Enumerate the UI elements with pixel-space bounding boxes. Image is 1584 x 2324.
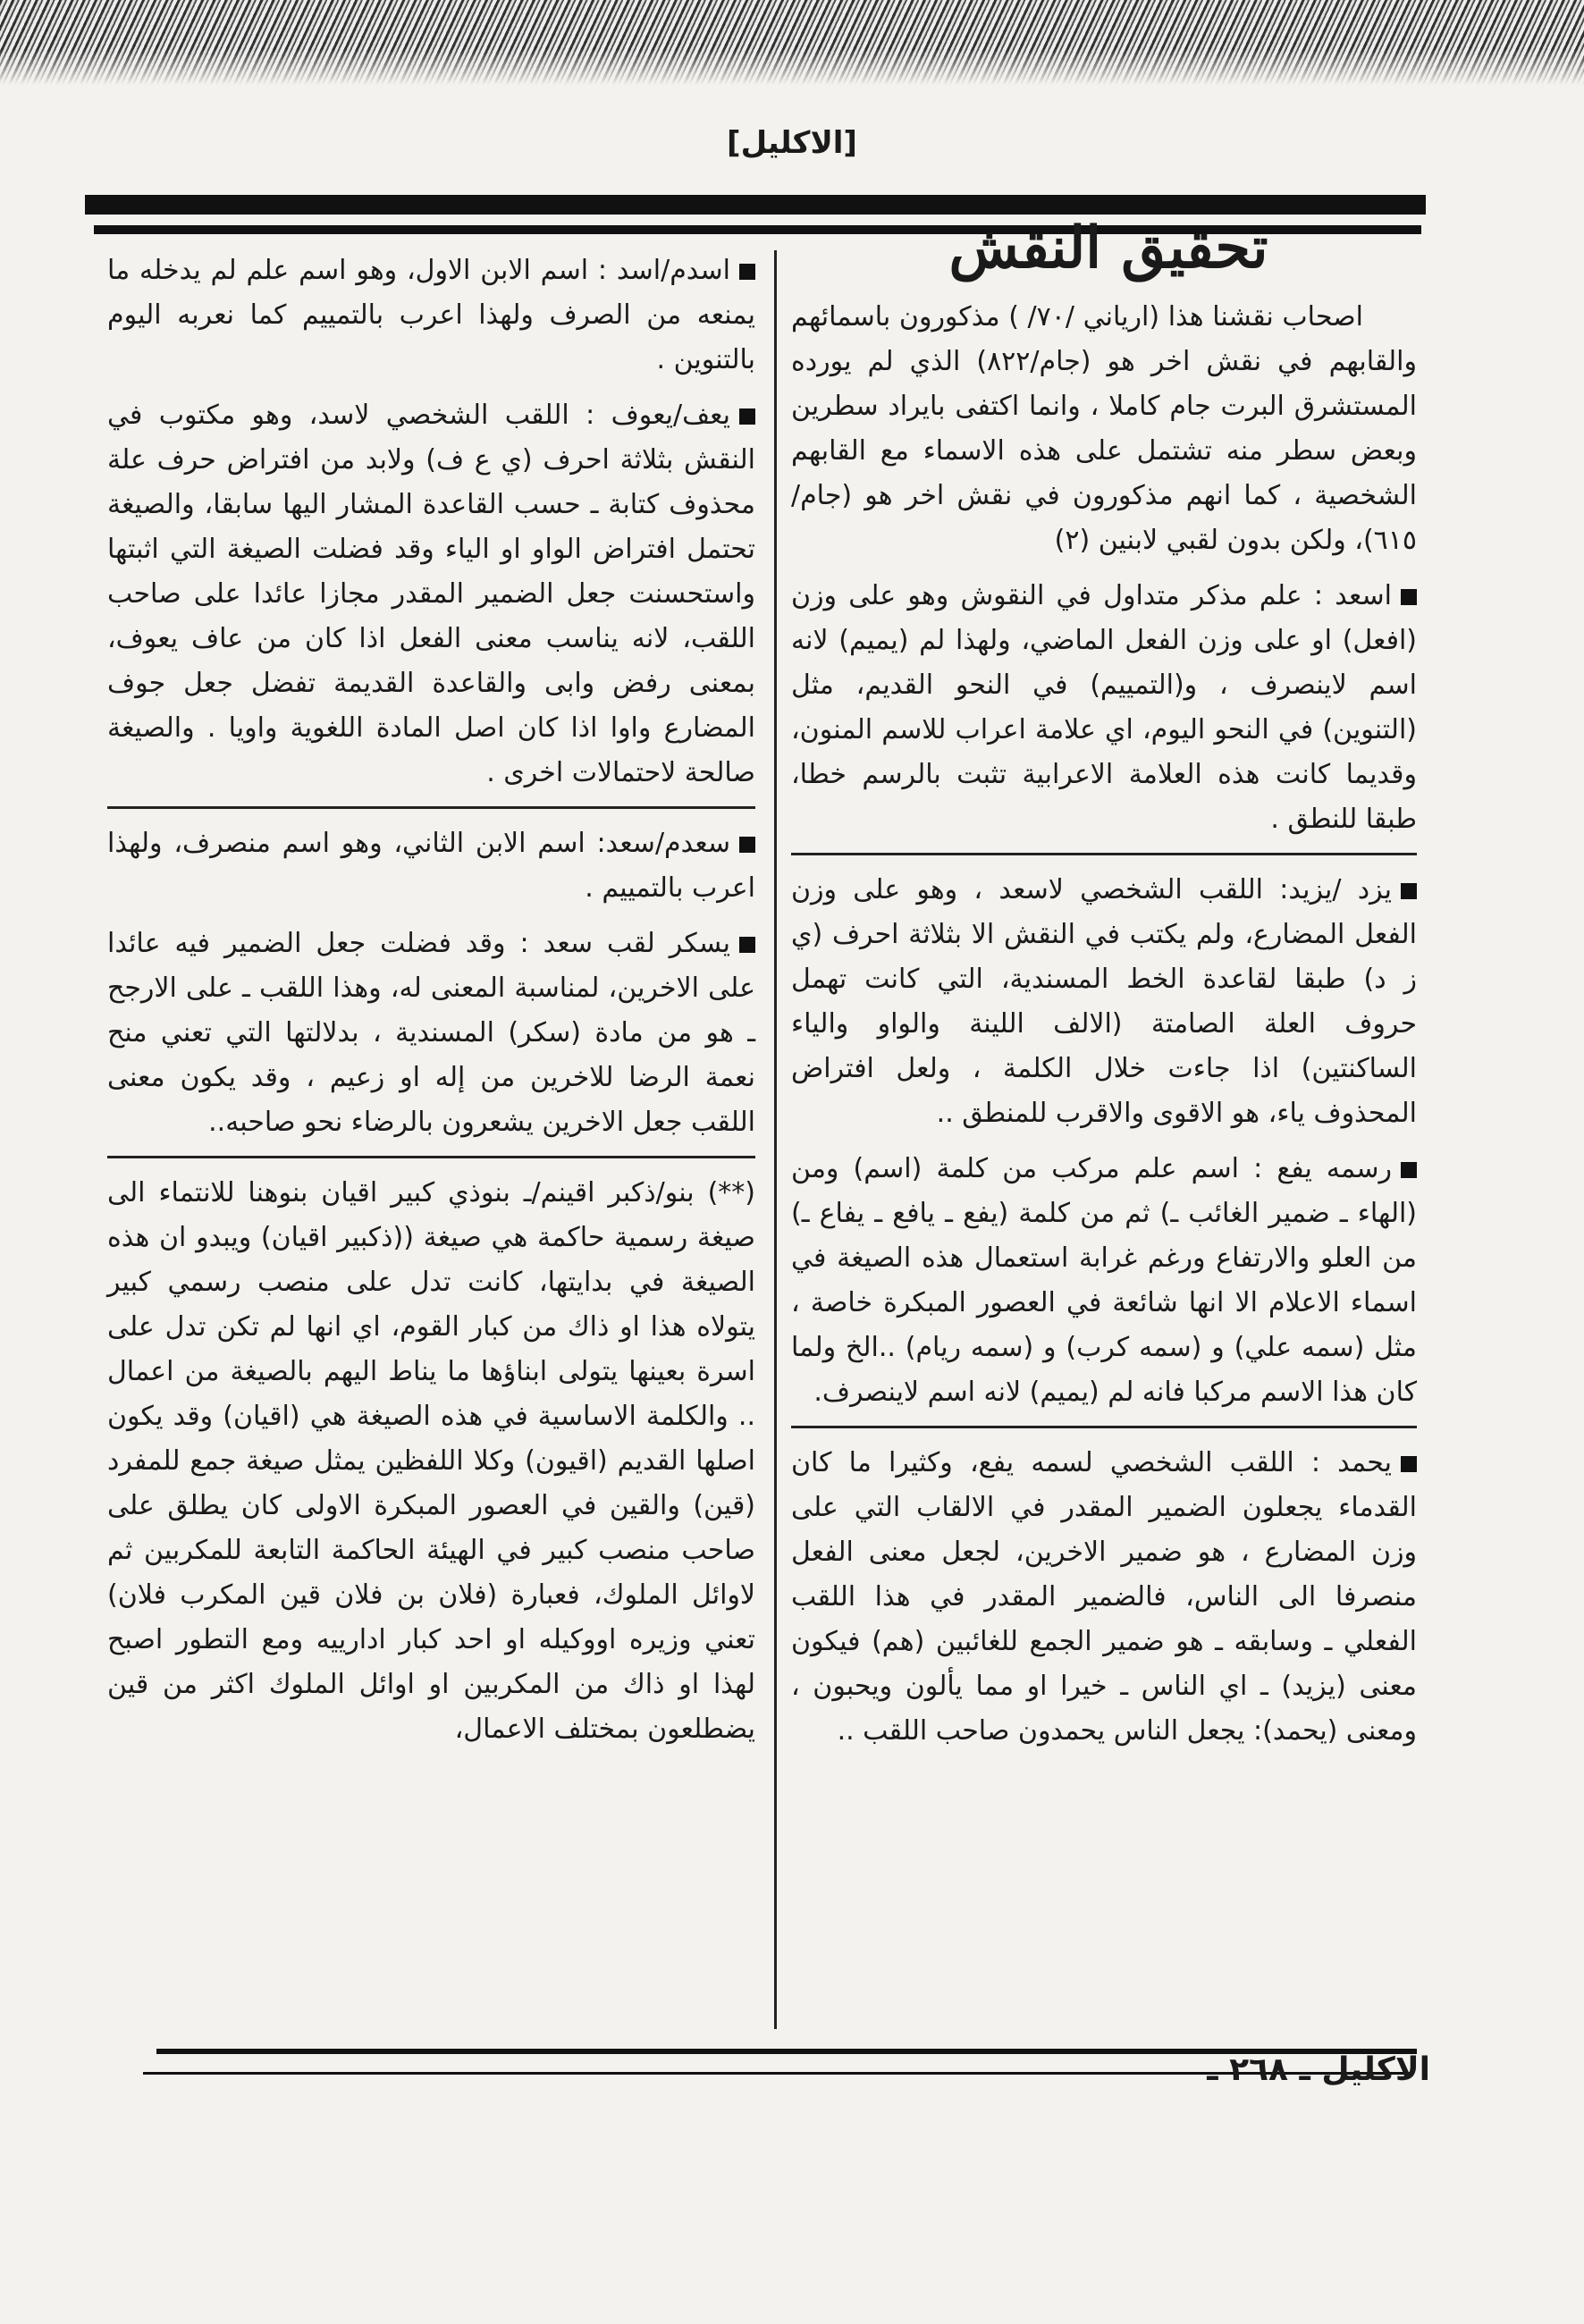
article-title: تحقيق النقش (948, 215, 1268, 282)
paragraph-divider (791, 853, 1417, 855)
paragraph-text: اسعد : علم مذكر متداول في النقوش وهو على وزن (افعل) او على وزن الفعل الماضي، ولهذا لم (يميم) لانه اسم لاينصرف ، و(التمييم) في النحو القديم، مثل (التنوين) في النحو اليوم، اي علامة اعراب للاسم المنون، وقديما كانت هذه العلامة الاعرابية تثبت بالرسم خطا، طبقا للنطق . (791, 580, 1417, 835)
left-column (107, 248, 755, 1763)
page-number: الاكليل ـ ٢٦٨ ـ (1207, 2051, 1430, 2088)
bullet-icon (1401, 589, 1417, 605)
paragraph-divider (791, 1426, 1417, 1428)
paragraph-saad (107, 821, 755, 911)
header-rule-thick (85, 195, 1426, 215)
paragraph-yaskur (107, 922, 755, 1145)
paragraph-text: يعف/يعوف : اللقب الشخصي لاسد، وهو مكتوب في النقش بثلاثة احرف (ي ع ف) ولابد من افتراض حرف علة محذوف كتابة ـ حسب القاعدة المشار اليها سابقا، والصيغة تحتمل افتراض الواو او الياء وقد فضلت الصيغة التي اثبتها واستحسنت جعل الضمير المقدر مجازا عائدا على صاحب اللقب، لانه يناسب معنى الفعل اذا كان من عاف يعوف، بمعنى رفض وابى والقاعدة القديمة تفضل جعل جوف المضارع واوا اذا كان اصل المادة اللغوية واويا . والصيغة صالحة لاحتمالات اخرى . (107, 400, 755, 788)
paragraph-text: اسدم/اسد : اسم الابن الاول، وهو اسم علم لم يدخله ما يمنعه من الصرف ولهذا اعرب بالتمييم كما نعربه اليوم بالتنوين . (107, 255, 755, 375)
paragraph-yazid (791, 868, 1417, 1136)
paragraph-text: رسمه يفع : اسم علم مركب من كلمة (اسم) ومن (الهاء ـ ضمير الغائب ـ) ثم من كلمة (يفع ـ يافع ـ يفاع ـ) من العلو والارتفاع ورغم غرابة استعمال هذه الصيغة في اسماء الاعلام الا انها شائعة في العصور المبكرة خاصة ، مثل (سمه علي) و (سمه كرب) و (سمه ريام) ..الخ ولما كان هذا الاسم مركبا فانه لم (يميم) لانه اسم لاينصرف. (791, 1153, 1417, 1408)
bullet-icon (739, 264, 755, 280)
bullet-icon (1401, 1456, 1417, 1472)
bullet-icon (739, 408, 755, 425)
paragraph-asad (791, 574, 1417, 842)
bullet-icon (739, 837, 755, 853)
column-divider (774, 250, 777, 2029)
paragraph-text: يسكر لقب سعد : وقد فضلت جعل الضمير فيه عائدا على الاخرين، لمناسبة المعنى له، وهذا اللقب ـ على الارجح ـ هو من مادة (سكر) المسندية ، بدلالتها التي تعني منح نعمة الرضا للاخرين من إله او زعيم ، وقد يكون معنى اللقب جعل الاخرين يشعرون بالرضاء نحو صاحبه.. (107, 928, 755, 1138)
paragraph-yahmad (791, 1441, 1417, 1754)
scan-edge-texture (0, 0, 1584, 85)
paragraph-intro: اصحاب نقشنا هذا (ارياني /٧٠/ ) مذكورون باسمائهم والقابهم في نقش اخر هو (جام/٨٢٢) الذي لم يورده المستشرق البرت جام كاملا ، وانما اكتفى بايراد سطرين وبعض سطر منه تشتمل على هذه الاسماء مع القابهم الشخصية ، كما انهم مذكورون في نقش اخر هو (جام/٦١٥)، ولكن بدون لقبي لابنين (٢) (791, 301, 1417, 556)
paragraph-footnote-aqyan: (**) بنو/ذكبر اقينم/ـ بنوذي كبير اقيان بنوهنا للانتماء الى صيغة رسمية حاكمة هي صيغة ((ذكبير اقيان) ويبدو ان هذه الصيغة في بدايتها، كانت تدل على منصب رسمي كبير يتولاه هذا او ذاك من كبار القوم، اي انها لم تكن تدل على اسرة بعينها يتولى ابناؤها ما يناط اليهم بالصيغة من اعمال .. والكلمة الاساسية في هذه الصيغة هي (اقيان) وقد يكون اصلها القديم (اقيون) وكلا اللفظين يمثل صيغة جمع للمفرد (قين) والقين في العصور المبكرة الاولى كان يطلق على صاحب منصب كبير في الهيئة الحاكمة التابعة للمكربين ثم لاوائل الملوك، فعبارة (فلان بن فلان قين المكرب فلان) تعني وزيره اووكيله او احد كبار ادارييه ومع التطور اصبح لهذا او ذاك من المكربين او اوائل الملوك اكثر من قين يضطلعون بمختلف الاعمال، (107, 1177, 755, 1745)
paragraph-text: يزد /يزيد: اللقب الشخصي لاسعد ، وهو على وزن الفعل المضارع، ولم يكتب في النقش الا بثلاثة احرف (ي ز د) طبقا لقاعدة الخط المسندية، التي كانت تهمل حروف العلة الصامتة (الالف اللينة والواو والياء الساكنتين) اذا جاءت خلال الكلمة ، ولعل افتراض المحذوف ياء، هو الاقوى والاقرب للمنطق .. (791, 874, 1417, 1129)
paragraph-text: يحمد : اللقب الشخصي لسمه يفع، وكثيرا ما كان القدماء يجعلون الضمير المقدر في الالقاب التي على وزن المضارع ، هو ضمير الاخرين، لجعل معنى الفعل منصرفا الى الناس، فالضمير المقدر في هذا اللقب الفعلي ـ وسابقه ـ هو ضمير الجمع للغائبين (هم) فيكون معنى (يزيد) ـ اي الناس ـ خيرا او مما يألون ويحبون ، ومعنى (يحمد): يجعل الناس يحمدون صاحب اللقب .. (791, 1447, 1417, 1747)
paragraph-divider (107, 1156, 755, 1158)
paragraph-text: سعدم/سعد: اسم الابن الثاني، وهو اسم منصرف، ولهذا اعرب بالتمييم . (107, 828, 755, 904)
paragraph-divider (107, 806, 755, 809)
paragraph-sumhu-yafa (791, 1147, 1417, 1415)
bullet-icon (739, 937, 755, 953)
bullet-icon (1401, 883, 1417, 899)
running-head: [الاكليل] (727, 125, 857, 161)
paragraph-asad-son (107, 248, 755, 383)
right-column (791, 295, 1417, 1764)
bullet-icon (1401, 1162, 1417, 1178)
paragraph-yaouf (107, 393, 755, 796)
